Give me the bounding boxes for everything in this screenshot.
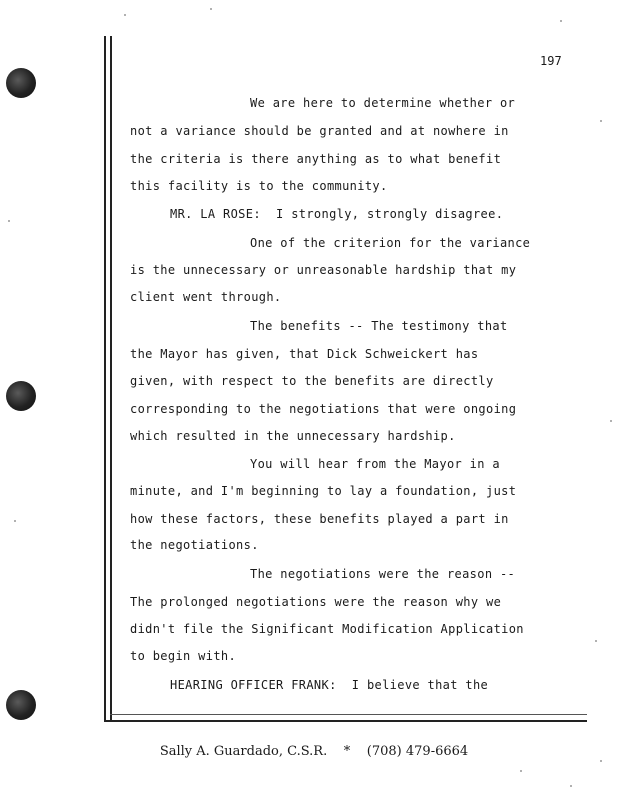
- transcript-line: MR. LA ROSE: I strongly, strongly disagree.: [170, 207, 504, 221]
- reporter-name: Sally A. Guardado, C.S.R.: [159, 744, 328, 759]
- transcript-line: didn't file the Significant Modification Application: [130, 622, 524, 636]
- scan-speck: [124, 14, 126, 16]
- transcript-line: One of the criterion for the variance: [250, 236, 531, 250]
- transcript-line: the negotiations.: [130, 538, 259, 552]
- scan-speck: [8, 220, 10, 222]
- transcript-line: HEARING OFFICER FRANK: I believe that the: [170, 678, 489, 692]
- scan-speck: [570, 785, 572, 787]
- margin-rule-outer: [104, 36, 106, 722]
- transcript-line: which resulted in the unnecessary hardship.: [130, 429, 456, 443]
- transcript-line: minute, and I'm beginning to lay a foundation, just: [130, 484, 517, 498]
- page-footer: [0, 744, 628, 759]
- scan-speck: [14, 520, 16, 522]
- transcript-line: corresponding to the negotiations that were ongoing: [130, 402, 517, 416]
- transcript-line: this facility is to the community.: [130, 179, 388, 193]
- transcript-line: is the unnecessary or unreasonable hardship that my: [130, 263, 517, 277]
- transcript-line: The negotiations were the reason --: [250, 567, 516, 581]
- transcript-line: The benefits -- The testimony that: [250, 319, 508, 333]
- footer-separator: *: [343, 744, 351, 759]
- scan-speck: [560, 20, 562, 22]
- punch-hole-top: [6, 68, 36, 98]
- transcript-line: how these factors, these benefits played a part in: [130, 512, 509, 526]
- scan-speck: [520, 770, 522, 772]
- transcript-line: not a variance should be granted and at nowhere in: [130, 124, 509, 138]
- bottom-rule-inner: [110, 714, 587, 715]
- transcript-line: the criteria is there anything as to what benefit: [130, 152, 502, 166]
- punch-hole-middle: [6, 381, 36, 411]
- transcript-line: The prolonged negotiations were the reason why we: [130, 595, 502, 609]
- reporter-phone: (708) 479-6664: [366, 744, 469, 759]
- scan-speck: [610, 420, 612, 422]
- bottom-rule-outer: [104, 720, 587, 722]
- scan-speck: [600, 120, 602, 122]
- transcript-line: given, with respect to the benefits are directly: [130, 374, 494, 388]
- transcript-line: client went through.: [130, 290, 282, 304]
- punch-hole-bottom: [6, 690, 36, 720]
- scan-speck: [210, 8, 212, 10]
- transcript-line: You will hear from the Mayor in a: [250, 457, 500, 471]
- scan-speck: [600, 760, 602, 762]
- transcript-line: the Mayor has given, that Dick Schweickert has: [130, 347, 479, 361]
- transcript-line: to begin with.: [130, 649, 237, 663]
- scan-speck: [595, 640, 597, 642]
- transcript-line: We are here to determine whether or: [250, 96, 516, 110]
- page-number: 197: [540, 54, 562, 68]
- margin-rule-inner: [110, 36, 112, 722]
